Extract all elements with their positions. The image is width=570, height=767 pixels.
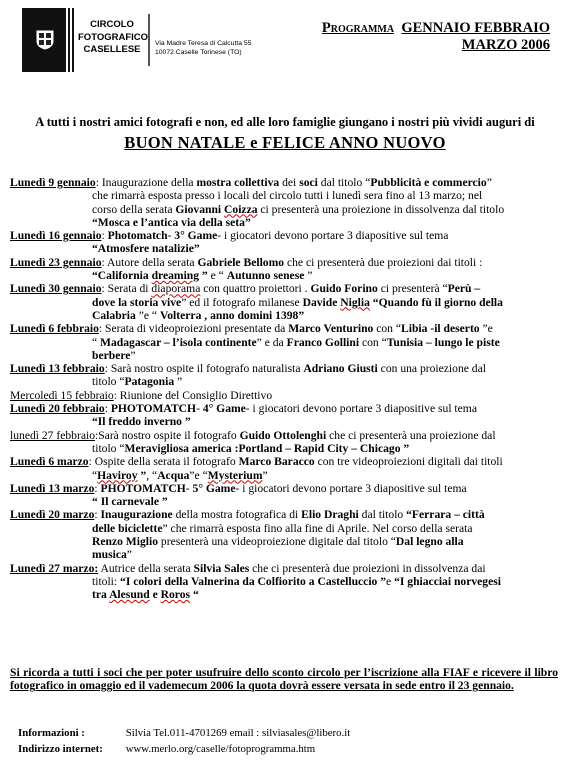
event-text: ”: [199, 269, 208, 283]
event-date: Lunedì 20 marzo: [10, 508, 95, 522]
event-line: [10, 242, 558, 255]
event-line: [10, 415, 558, 428]
event-text: ” che rimarrà esposta fino alla fine di Aprile. Nel corso della serata: [162, 521, 473, 535]
event-text: delle biciclette: [92, 521, 163, 535]
event-text: “: [92, 335, 101, 349]
logo-film-line: [72, 8, 74, 72]
event-date: Lunedì 23 gennaio: [10, 255, 102, 269]
event-text: PHOTOMATCH: [100, 481, 186, 495]
event-text: “Mosca e l’antica via della seta”: [92, 215, 251, 229]
event-text: Davide: [302, 295, 341, 309]
event-text: dreaming: [151, 269, 200, 283]
title-word: Programma: [321, 20, 395, 36]
event-text: 5° Game: [192, 481, 236, 495]
event-date: Lunedì 30 gennaio: [10, 282, 102, 296]
event-line-first: [10, 282, 558, 295]
event-line-first: [10, 508, 558, 521]
event-line-first: [10, 429, 558, 442]
event-date: Lunedì 13 marzo: [10, 481, 95, 495]
event-line: [10, 375, 558, 388]
event-text: Coizza: [224, 202, 258, 216]
event-text: soci: [299, 176, 318, 189]
event-text: :: [104, 402, 111, 416]
contact-footer: [18, 725, 350, 757]
event-line-first: [10, 562, 558, 575]
event-line-first: [10, 322, 558, 335]
title-months: GENNAIO FEBBRAIO: [401, 20, 550, 36]
club-address: [155, 39, 251, 57]
events-list: [10, 176, 558, 602]
membership-notice: Si ricorda a tutti i soci che per poter usufruire dello sconto circolo per l’iscrizione alla FIAF e ricevere il libro fotografico in omaggio ed il vademecum 2006 la quota dovrà essere versata in sede entro il 23 gennaio.: [10, 666, 558, 693]
event-text: Perù –: [447, 282, 481, 296]
event-text: presenterà una videoproiezione digitale dal titolo “: [158, 535, 396, 549]
event-text: Volterra , anno domini 1398”: [159, 308, 305, 322]
address-street: Via Madre Teresa di Calcutta 55: [155, 40, 252, 47]
event-entry: [10, 562, 558, 602]
event-entry: [10, 229, 558, 256]
event-entry: [10, 429, 558, 456]
event-text: Elio Draghi: [301, 508, 359, 522]
website-url: www.merlo.org/caselle/fotoprogramma.htm: [125, 743, 316, 755]
event-text: “Atmosfere natalizie”: [92, 242, 200, 256]
event-text: dei: [279, 176, 300, 189]
event-date: Lunedì 9 gennaio: [10, 176, 96, 189]
event-line: [10, 442, 558, 455]
event-text: “ Il carnevale ”: [92, 495, 168, 509]
event-date: Lunedì 6 febbraio: [10, 322, 99, 336]
event-text: diaporama: [151, 282, 201, 296]
event-text: Dal legno alla: [395, 535, 464, 549]
event-text: che rimarrà esposta presso i locali del circolo tutti i lunedì sera fino al 13 marzo; nel: [92, 189, 483, 203]
event-text: Alesund: [109, 588, 150, 602]
logo-divider: [148, 14, 150, 66]
event-date: Mercoledì 15 febbraio: [10, 388, 114, 402]
event-text: tra: [92, 588, 110, 602]
event-text: 4° Game: [202, 402, 246, 416]
event-entry: [10, 282, 558, 322]
event-text: Autrice della serata: [98, 561, 194, 575]
event-text: Libia -il deserto: [401, 322, 483, 336]
event-text: :: [94, 508, 101, 522]
event-date: Lunedì 27 marzo:: [10, 561, 99, 575]
event-text: e: [386, 574, 395, 588]
event-text: “Ferrara – città: [406, 508, 485, 522]
event-text: Guido Forino: [310, 282, 378, 296]
program-title: [322, 20, 550, 54]
event-text: “Il freddo inverno ”: [92, 415, 191, 429]
event-text: ”e “: [138, 308, 160, 322]
event-line: [10, 349, 558, 362]
event-text: con quattro proiettori .: [200, 282, 311, 296]
event-line: [10, 216, 558, 229]
title-year: MARZO 2006: [461, 37, 550, 53]
event-text: Acqua: [157, 468, 190, 482]
holiday-wish: BUON NATALE e FELICE ANNO NUOVO: [124, 133, 446, 152]
event-text: Guido Ottolenghi: [239, 428, 327, 442]
event-text: con tre videoproiezioni digitali dai titoli: [314, 455, 503, 469]
club-logo: [22, 8, 270, 72]
event-text: musica: [92, 548, 127, 562]
event-line-first: [10, 389, 558, 402]
address-city: 10072 Caselle Torinese (TO): [155, 49, 242, 56]
event-line: [10, 548, 558, 561]
info-contact: Silvia Tel.011-4701269 email : silviasales@libero.it: [125, 727, 351, 739]
event-text: che ci presenterà una proiezione dal: [326, 428, 496, 442]
event-text: ”: [137, 468, 147, 482]
event-text: con “: [373, 322, 402, 336]
club-name-line2: FOTOGRAFICO: [78, 31, 149, 43]
event-text: “I ghiacciai norvegesi: [394, 574, 501, 588]
event-line-first: [10, 256, 558, 269]
event-line: [10, 469, 558, 482]
event-text: ”: [130, 348, 136, 362]
event-line: [10, 522, 558, 535]
event-line-first: [10, 455, 558, 468]
event-entry: [10, 389, 558, 402]
event-text: che ci presenterà due proiezioni dai titoli :: [284, 255, 483, 269]
event-date: Lunedì 20 febbraio: [10, 402, 105, 416]
event-text: con “: [359, 335, 387, 349]
event-text: Silvia Sales: [193, 561, 250, 575]
event-text: ci presenterà “: [377, 282, 448, 296]
event-text: : Serata di videoproiezioni presentate da: [98, 322, 289, 336]
event-text: Niglia: [340, 295, 370, 309]
event-text: e “: [207, 269, 227, 283]
event-text: 3° Game: [174, 229, 218, 243]
event-text: che ci presenterà due proiezioni in dissolvenza dai: [249, 561, 486, 575]
event-line: [10, 535, 558, 548]
event-text: : Sarà nostro ospite il fotografo naturalista: [104, 362, 304, 376]
event-text: ”e “: [189, 468, 208, 482]
event-text: Photomatch: [107, 229, 168, 243]
event-entry: [10, 508, 558, 561]
event-entry: [10, 455, 558, 482]
event-date: lunedì 27 febbraio: [10, 428, 95, 442]
event-text: “I colori della Valnerina da Colfiorito a Castelluccio ”: [120, 574, 387, 588]
event-line-first: [10, 362, 558, 375]
event-text: Haviroy: [97, 468, 138, 482]
event-text: dal titolo “: [317, 176, 371, 189]
event-date: Lunedì 6 marzo: [10, 455, 89, 469]
event-date: Lunedì 16 gennaio: [10, 229, 102, 243]
event-text: Mysterium: [207, 468, 263, 482]
event-entry: [10, 402, 558, 429]
event-text: dal titolo: [358, 508, 407, 522]
event-text: e: [149, 588, 161, 602]
event-text: -: [196, 402, 203, 416]
event-text: - i giocatori devono portare 3 diapositive sul tema: [245, 402, 477, 416]
event-text: :Sarà nostro ospite il fotografo: [95, 428, 240, 442]
event-entry: [10, 362, 558, 389]
logo-film-line: [68, 8, 70, 72]
event-text: : Inaugurazione della: [95, 176, 197, 189]
event-line-first: [10, 176, 558, 189]
event-line-first: [10, 402, 558, 415]
event-text: Inaugurazione: [100, 508, 173, 522]
website-row: [18, 741, 350, 757]
event-text: titolo “: [92, 441, 125, 455]
event-text: ”: [126, 548, 132, 562]
event-text: dove la storia vive: [92, 295, 182, 309]
event-text: :: [101, 229, 108, 243]
event-text: titolo “: [92, 375, 125, 389]
event-text: : Serata di: [101, 282, 152, 296]
event-text: mostra collettiva: [196, 176, 280, 189]
event-text: Calabria: [92, 308, 139, 322]
event-line: [10, 309, 558, 322]
event-line: [10, 336, 558, 349]
event-text: Patagonia: [124, 375, 178, 389]
event-date: Lunedì 13 febbraio: [10, 362, 105, 376]
event-text: ”: [262, 468, 268, 482]
event-text: corso della serata: [92, 202, 176, 216]
event-text: ci presenterà una proiezione in dissolvenza dal titolo: [257, 202, 505, 216]
club-name: [78, 19, 149, 57]
event-text: Pubblicità e commercio: [370, 176, 487, 189]
event-text: ”: [177, 375, 183, 389]
event-line: [10, 203, 558, 216]
event-text: “: [92, 468, 98, 482]
event-entry: [10, 322, 558, 362]
event-line: [10, 588, 558, 601]
event-text: Marco Baracco: [238, 455, 315, 469]
event-text: ”: [486, 176, 492, 189]
event-text: - i giocatori devono portare 3 diapositive sul tema: [235, 481, 467, 495]
club-name-line1: CIRCOLO: [90, 19, 134, 30]
event-text: :: [94, 481, 101, 495]
event-text: , “: [146, 468, 158, 482]
info-label: Informazioni :: [18, 727, 85, 739]
event-entry: [10, 482, 558, 509]
event-text: Autunno senese: [226, 269, 305, 283]
event-text: della mostra fotografica di: [172, 508, 302, 522]
event-line: [10, 575, 558, 588]
event-text: Tunisia – lungo le piste: [386, 335, 500, 349]
event-line-first: [10, 229, 558, 242]
event-text: Renzo Miglio: [92, 535, 159, 549]
website-label: Indirizzo internet:: [18, 743, 103, 755]
greeting-text: A tutti i nostri amici fotografi e non, ed alle loro famiglie giungano i nostri più vividi auguri di: [35, 115, 535, 129]
event-text: titoli:: [92, 574, 121, 588]
event-text: -: [167, 229, 175, 243]
event-text: -: [185, 481, 193, 495]
event-line: [10, 189, 558, 202]
event-entry: [10, 256, 558, 283]
event-text: ” ed il fotografo milanese: [181, 295, 303, 309]
event-text: Franco Gollini: [286, 335, 360, 349]
event-line: [10, 495, 558, 508]
event-text: : Riunione del Consiglio Direttivo: [113, 388, 273, 402]
event-text: Giovanni: [175, 202, 225, 216]
club-name-line3: CASELLESE: [83, 44, 141, 55]
event-text: : Ospite della serata il fotografo: [88, 455, 239, 469]
event-text: Madagascar – l’isola continente: [100, 335, 257, 349]
event-text: “Quando fù il giorno della: [369, 295, 503, 309]
event-text: berbere: [92, 348, 131, 362]
event-text: PHOTOMATCH: [110, 402, 197, 416]
info-row: [18, 725, 350, 741]
event-line: [10, 296, 558, 309]
event-text: Adriano Giusti: [303, 362, 378, 376]
event-text: “California: [92, 269, 152, 283]
event-entry: [10, 176, 558, 229]
event-line-first: [10, 482, 558, 495]
event-text: ” e da: [256, 335, 287, 349]
event-text: Roros: [160, 588, 191, 602]
event-text: ”e: [482, 322, 493, 336]
event-text: “: [190, 588, 199, 602]
event-text: Meravigliosa america :Portland – Rapid City – Chicago ”: [124, 441, 410, 455]
event-text: Marco Venturino: [288, 322, 374, 336]
event-text: - i giocatori devono portare 3 diapositive sul tema: [217, 229, 449, 243]
event-text: Gabriele Bellomo: [197, 255, 285, 269]
event-text: ”: [304, 269, 313, 283]
event-line: [10, 269, 558, 282]
event-text: con una proiezione dal: [377, 362, 486, 376]
crest-icon: [36, 30, 54, 50]
event-text: : Autore della serata: [101, 255, 198, 269]
